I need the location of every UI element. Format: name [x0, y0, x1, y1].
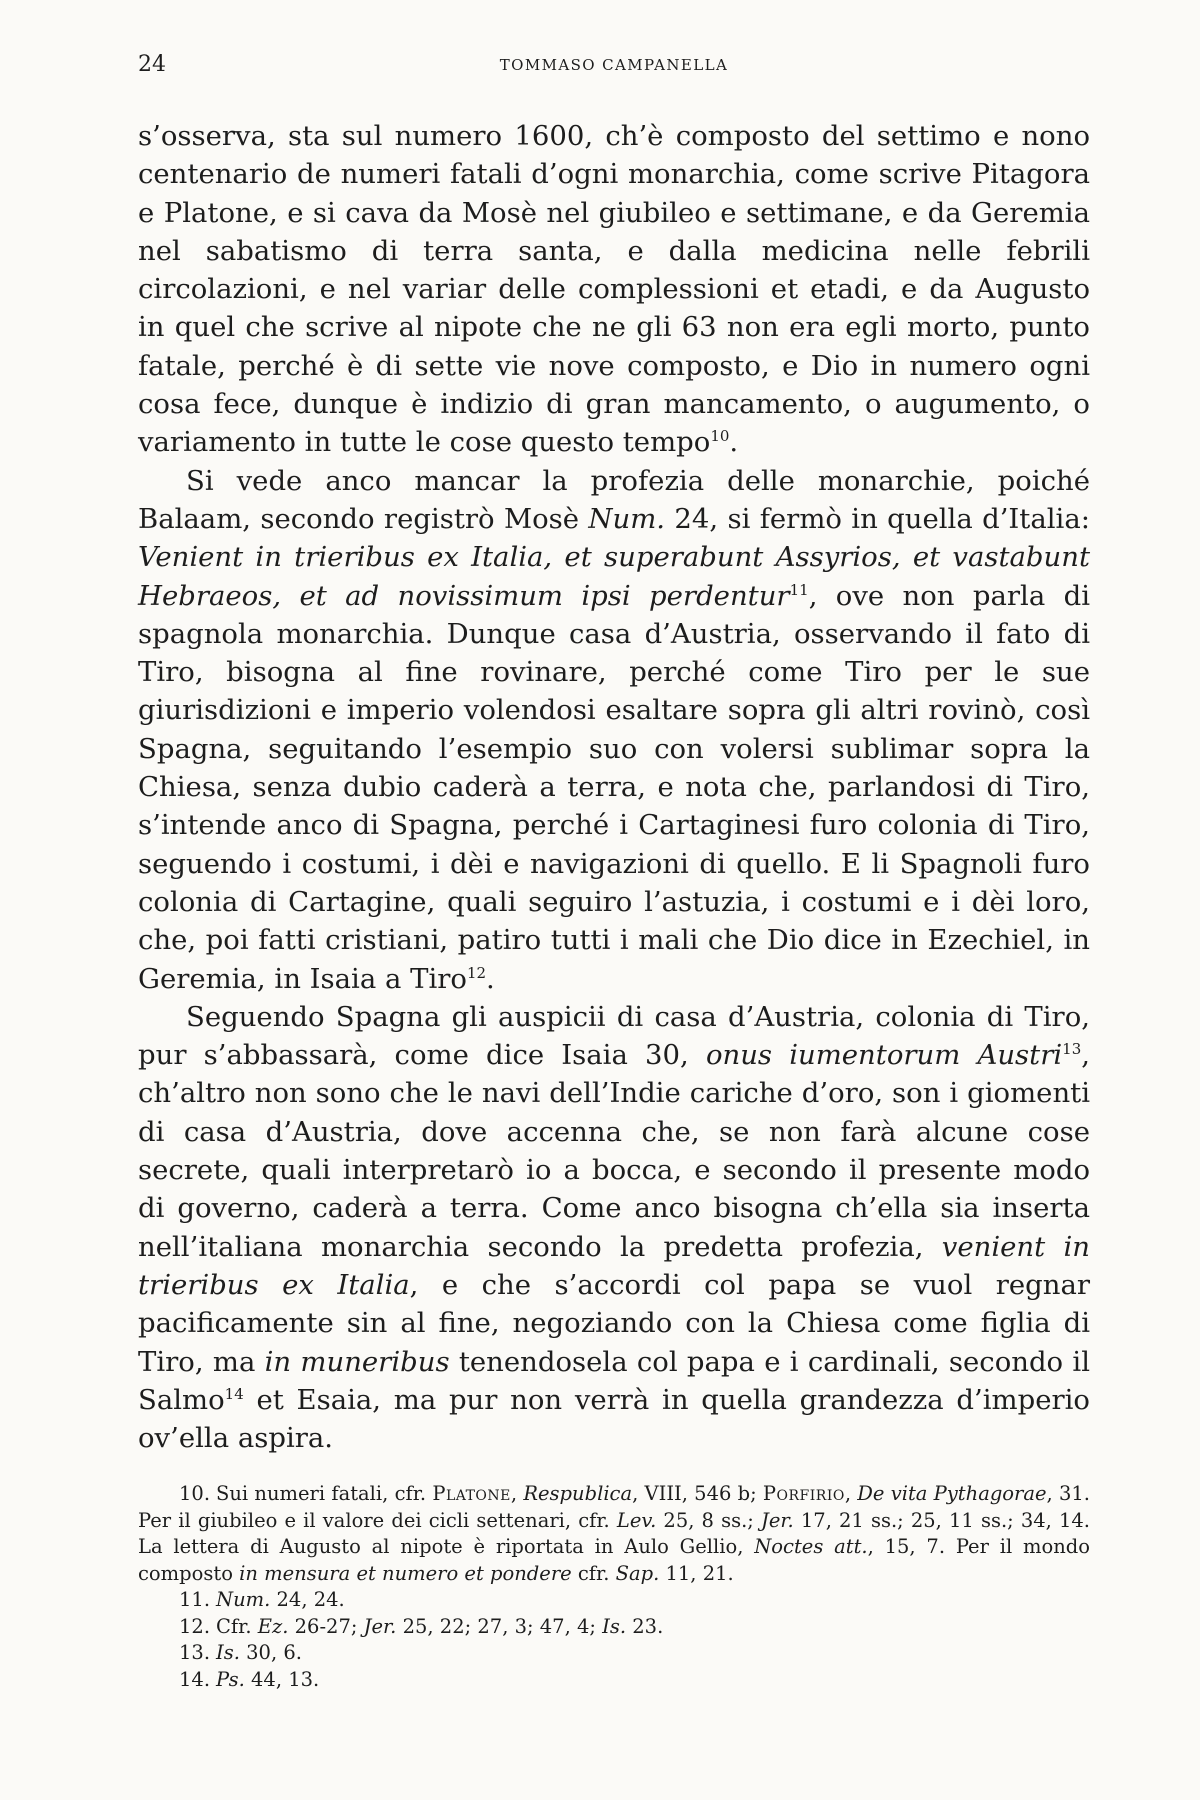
- text-run: , ove non parla di spagnola monarchia. Dunque casa d’Austria, osservando il fato di Tiro, bisogna al fine rovinare, perché come Tiro per le sue giurisdizioni e imperio volendosi esaltare sopra gli altri rovinò, così Spagna, seguitando l’esempio suo con volersi sublimar sopra la Chiesa, senza dubio caderà a terra, e nota che, parlandosi di Tiro, s’intende anco di Spagna, perché i Cartaginesi furo colonia di Tiro, seguendo i costumi, i dèi e navigazioni di quello. E li Spagnoli furo colonia di Cartagine, quali seguiro l’astuzia, i costumi e i dèi loro, che, poi fatti cristiani, patiro tutti i mali che Dio dice in Ezechiel, in Geremia, in Isaia a Tiro: [138, 579, 1090, 995]
- text-run: Si vede anco mancar la profezia delle monarchie, poiché Balaam, secondo registrò Mosè: [138, 464, 1090, 535]
- text-run: 24, 24.: [270, 1588, 345, 1611]
- running-title: TOMMASO CAMPANELLA: [499, 56, 729, 74]
- text-run: , VIII, 546 b;: [632, 1482, 763, 1505]
- text-run: , ch’altro non sono che le navi dell’Indie cariche d’oro, son i giomenti di casa d’Austria, dove accenna che, se non farà alcune cose secrete, quali interpretarò io a bocca, e secondo il presente modo di governo, caderà a terra. Come anco bisogna ch’ella sia inserta nell’italiana monarchia secondo la predetta profezia,: [138, 1039, 1091, 1263]
- italic-span: Ps.: [216, 1667, 245, 1691]
- italic-span: Is.: [216, 1641, 240, 1664]
- italic-span: Jer.: [363, 1614, 397, 1638]
- text-run: 25, 22; 27, 3; 47, 4;: [396, 1614, 603, 1638]
- body-paragraph: [138, 117, 1090, 462]
- footnote-ref: 10: [710, 427, 730, 446]
- text-run: et Esaia, ma pur non verrà in quella grandezza d’imperio ov’ella aspira.: [138, 1383, 1090, 1455]
- text-run: Seguendo Spagna gli auspicii di casa d’Austria, colonia di Tiro, pur s’abbassarà, come dice Isaia 30,: [138, 1000, 1090, 1072]
- footnote-ref: 11: [789, 580, 809, 599]
- text-run: 25, 8 ss.;: [656, 1508, 761, 1532]
- body-text: [138, 117, 1090, 1457]
- footnote-number: 10.: [179, 1482, 211, 1505]
- text-run: 24, si fermò in quella d’Italia:: [665, 502, 1090, 535]
- footnote-ref: 14: [224, 1384, 244, 1403]
- text-run: tenendosela col papa e i cardinali, secondo il Salmo: [138, 1345, 1090, 1416]
- italic-span: Sap.: [615, 1561, 660, 1585]
- text-run: ,: [844, 1482, 858, 1505]
- footnote-number: 14.: [179, 1667, 211, 1691]
- footnote: [138, 1640, 1090, 1667]
- italic-span: Is.: [602, 1614, 627, 1638]
- italic-span: venient in trieribus ex Italia: [138, 1230, 1090, 1301]
- italic-span: Ez.: [257, 1614, 289, 1638]
- author-name: Platone: [432, 1482, 511, 1505]
- text-run: Cfr.: [216, 1614, 258, 1638]
- footnote: [138, 1667, 1090, 1694]
- running-head: [138, 52, 1090, 82]
- text-run: cfr.: [571, 1561, 616, 1585]
- body-paragraph: [138, 998, 1090, 1458]
- footnote: [138, 1614, 1090, 1641]
- footnote: [138, 1481, 1090, 1587]
- italic-span: Num.: [216, 1588, 271, 1611]
- page-number: 24: [138, 52, 166, 77]
- italic-span: Jer.: [761, 1508, 794, 1532]
- text-run: , 15, 7. Per il mondo composto: [138, 1535, 1090, 1585]
- footnote: [138, 1587, 1090, 1614]
- book-page: [138, 0, 1090, 1800]
- italic-span: in mensura et numero et pondere: [239, 1561, 572, 1585]
- text-run: , 31. Per il giubileo e il valore dei cicli settenari, cfr.: [138, 1482, 1090, 1532]
- text-run: 23.: [626, 1614, 664, 1638]
- text-run: 17, 21 ss.; 25, 11 ss.; 34, 14. La lettera di Augusto al nipote è riportata in Aulo Gellio,: [138, 1508, 1091, 1558]
- text-run: s’osserva, sta sul numero 1600, ch’è composto del settimo e nono centenario de numeri fatali d’ogni monarchia, come scrive Pitagora e Platone, e si cava da Mosè nel giubileo e settimane, e da Geremia nel sabatismo di terra santa, e dalla medicina nelle febrili circolazioni, e nel variar delle complessioni et etadi, e da Augusto in quel che scrive al nipote che ne gli 63 non era egli morto, punto fatale, perché è di sette vie nove composto, e Dio in numero ogni cosa fece, dunque è indizio di gran mancamento, o augumento, o variamento in tutte le cose questo tempo: [138, 120, 1090, 459]
- footnote-number: 13.: [179, 1641, 211, 1664]
- text-run: 26-27;: [288, 1614, 364, 1638]
- text-run: , e che s’accordi col papa se vuol regnar pacificamente sin al fine, negoziando con la Chiesa come figlia di Tiro, ma: [138, 1268, 1090, 1378]
- italic-span: Num.: [588, 502, 666, 535]
- italic-span: De vita Pythagorae: [857, 1482, 1047, 1505]
- italic-span: in muneribus: [264, 1345, 450, 1378]
- italic-span: Respublica: [523, 1482, 633, 1505]
- italic-span: Lev.: [616, 1508, 657, 1532]
- italic-span: onus iumentorum Austri: [705, 1039, 1063, 1072]
- body-paragraph: [138, 462, 1090, 998]
- text-run: 44, 13.: [244, 1667, 320, 1691]
- footnote-number: 12.: [179, 1614, 211, 1638]
- italic-span: Noctes att.: [754, 1535, 868, 1558]
- footnote-number: 11.: [179, 1588, 211, 1611]
- italic-span: Venient in trieribus ex Italia, et superabunt Assyrios, et vastabunt Hebraeos, et ad novissimum ipsi perdentur: [138, 541, 1090, 612]
- text-run: 11, 21.: [659, 1561, 734, 1585]
- footnote-ref: 12: [466, 963, 487, 982]
- text-run: 30, 6.: [239, 1641, 302, 1664]
- footnote-ref: 13: [1062, 1039, 1082, 1058]
- text-run: Sui numeri fatali, cfr.: [216, 1482, 433, 1505]
- author-name: Porfirio: [762, 1482, 845, 1505]
- text-run: .: [486, 962, 495, 995]
- footnotes: [138, 1481, 1090, 1693]
- text-run: ,: [510, 1482, 524, 1505]
- text-run: .: [729, 426, 739, 459]
